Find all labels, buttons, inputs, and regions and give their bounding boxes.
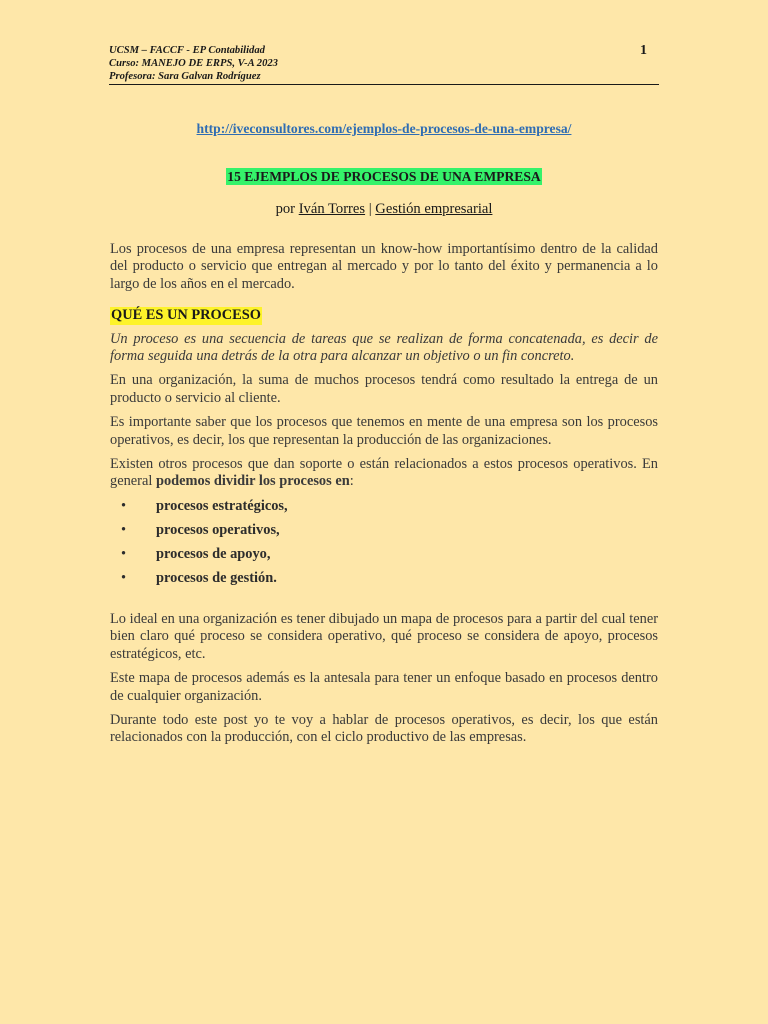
- source-link-line: [0, 121, 768, 137]
- intro-paragraph: Los procesos de una empresa representan un know-how importantísimo dentro de la calidad del producto o servicio que entregan al mercado y por lo tanto del éxito y permanencia a lo largo de los años en el mercado.: [110, 241, 658, 292]
- section-heading: QUÉ ES UN PROCESO: [111, 307, 261, 324]
- definition-paragraph: Un proceso es una secuencia de tareas que se realizan de forma concatenada, es decir de forma seguida una detrás de la otra para alcanzar un objetivo o un fin concreto.: [110, 330, 658, 365]
- support-end: :: [349, 473, 354, 490]
- list-item: [110, 498, 658, 515]
- list-item: [110, 570, 658, 587]
- list-item: [110, 522, 658, 539]
- paragraph-post: Durante todo este post yo te voy a hablar de procesos operativos, es decir, los que están relacionados con la producción, con el ciclo productivo de las empresas.: [110, 711, 658, 746]
- article-body: [110, 241, 658, 754]
- category-link[interactable]: Gestión empresarial: [375, 201, 493, 217]
- paragraph-process-map: Lo ideal en una organización es tener dibujado un mapa de procesos para a partir del cual tener bien claro qué proceso se considera operativo, qué proceso se considera de apoyo, procesos estratégicos, etc.: [110, 610, 658, 662]
- bullet-icon: •: [121, 497, 127, 514]
- list-item-text: procesos de gestión.: [156, 569, 277, 586]
- paragraph-organization: En una organización, la suma de muchos procesos tendrá como resultado la entrega de un producto o servicio al cliente.: [110, 372, 658, 406]
- support-bold: podemos dividir los procesos en: [155, 473, 350, 490]
- paragraph-operational: Es importante saber que los procesos que tenemos en mente de una empresa son los procesos operativos, es decir, los que representan la producción de las organizaciones.: [110, 414, 658, 448]
- author-link[interactable]: Iván Torres: [298, 201, 366, 217]
- support-text: Existen otros procesos que dan soporte o están relacionados a estos procesos operativos. En general: [110, 456, 658, 490]
- list-item: [110, 546, 658, 563]
- list-item-text: procesos estratégicos,: [156, 497, 288, 514]
- list-item-text: procesos operativos,: [156, 521, 280, 538]
- page-header: [109, 44, 659, 85]
- source-link[interactable]: http://iveconsultores.com/ejemplos-de-procesos-de-una-empresa/: [196, 121, 572, 136]
- title-wrapper: [0, 168, 768, 186]
- paragraph-focus: Este mapa de procesos además es la antesala para tener un enfoque basado en procesos dentro de cualquier organización.: [110, 670, 658, 704]
- bullet-icon: •: [121, 521, 127, 538]
- header-course: Curso: MANEJO DE ERPS, V-A 2023: [109, 58, 278, 69]
- paragraph-support: [110, 456, 658, 491]
- process-types-list: [110, 498, 658, 587]
- spacer: [110, 597, 658, 611]
- bullet-icon: •: [121, 545, 127, 562]
- header-institution: UCSM – FACCF - EP Contabilidad: [109, 45, 265, 56]
- bullet-icon: •: [121, 569, 127, 586]
- byline: [0, 201, 768, 218]
- document-title: 15 EJEMPLOS DE PROCESOS DE UNA EMPRESA: [227, 169, 541, 184]
- header-professor: Profesora: Sara Galvan Rodríguez: [109, 71, 261, 82]
- list-item-text: procesos de apoyo,: [156, 545, 271, 562]
- byline-prefix: por: [275, 201, 299, 217]
- section-heading-wrapper: [110, 307, 658, 330]
- page-number: 1: [640, 43, 647, 58]
- byline-separator: |: [365, 201, 376, 217]
